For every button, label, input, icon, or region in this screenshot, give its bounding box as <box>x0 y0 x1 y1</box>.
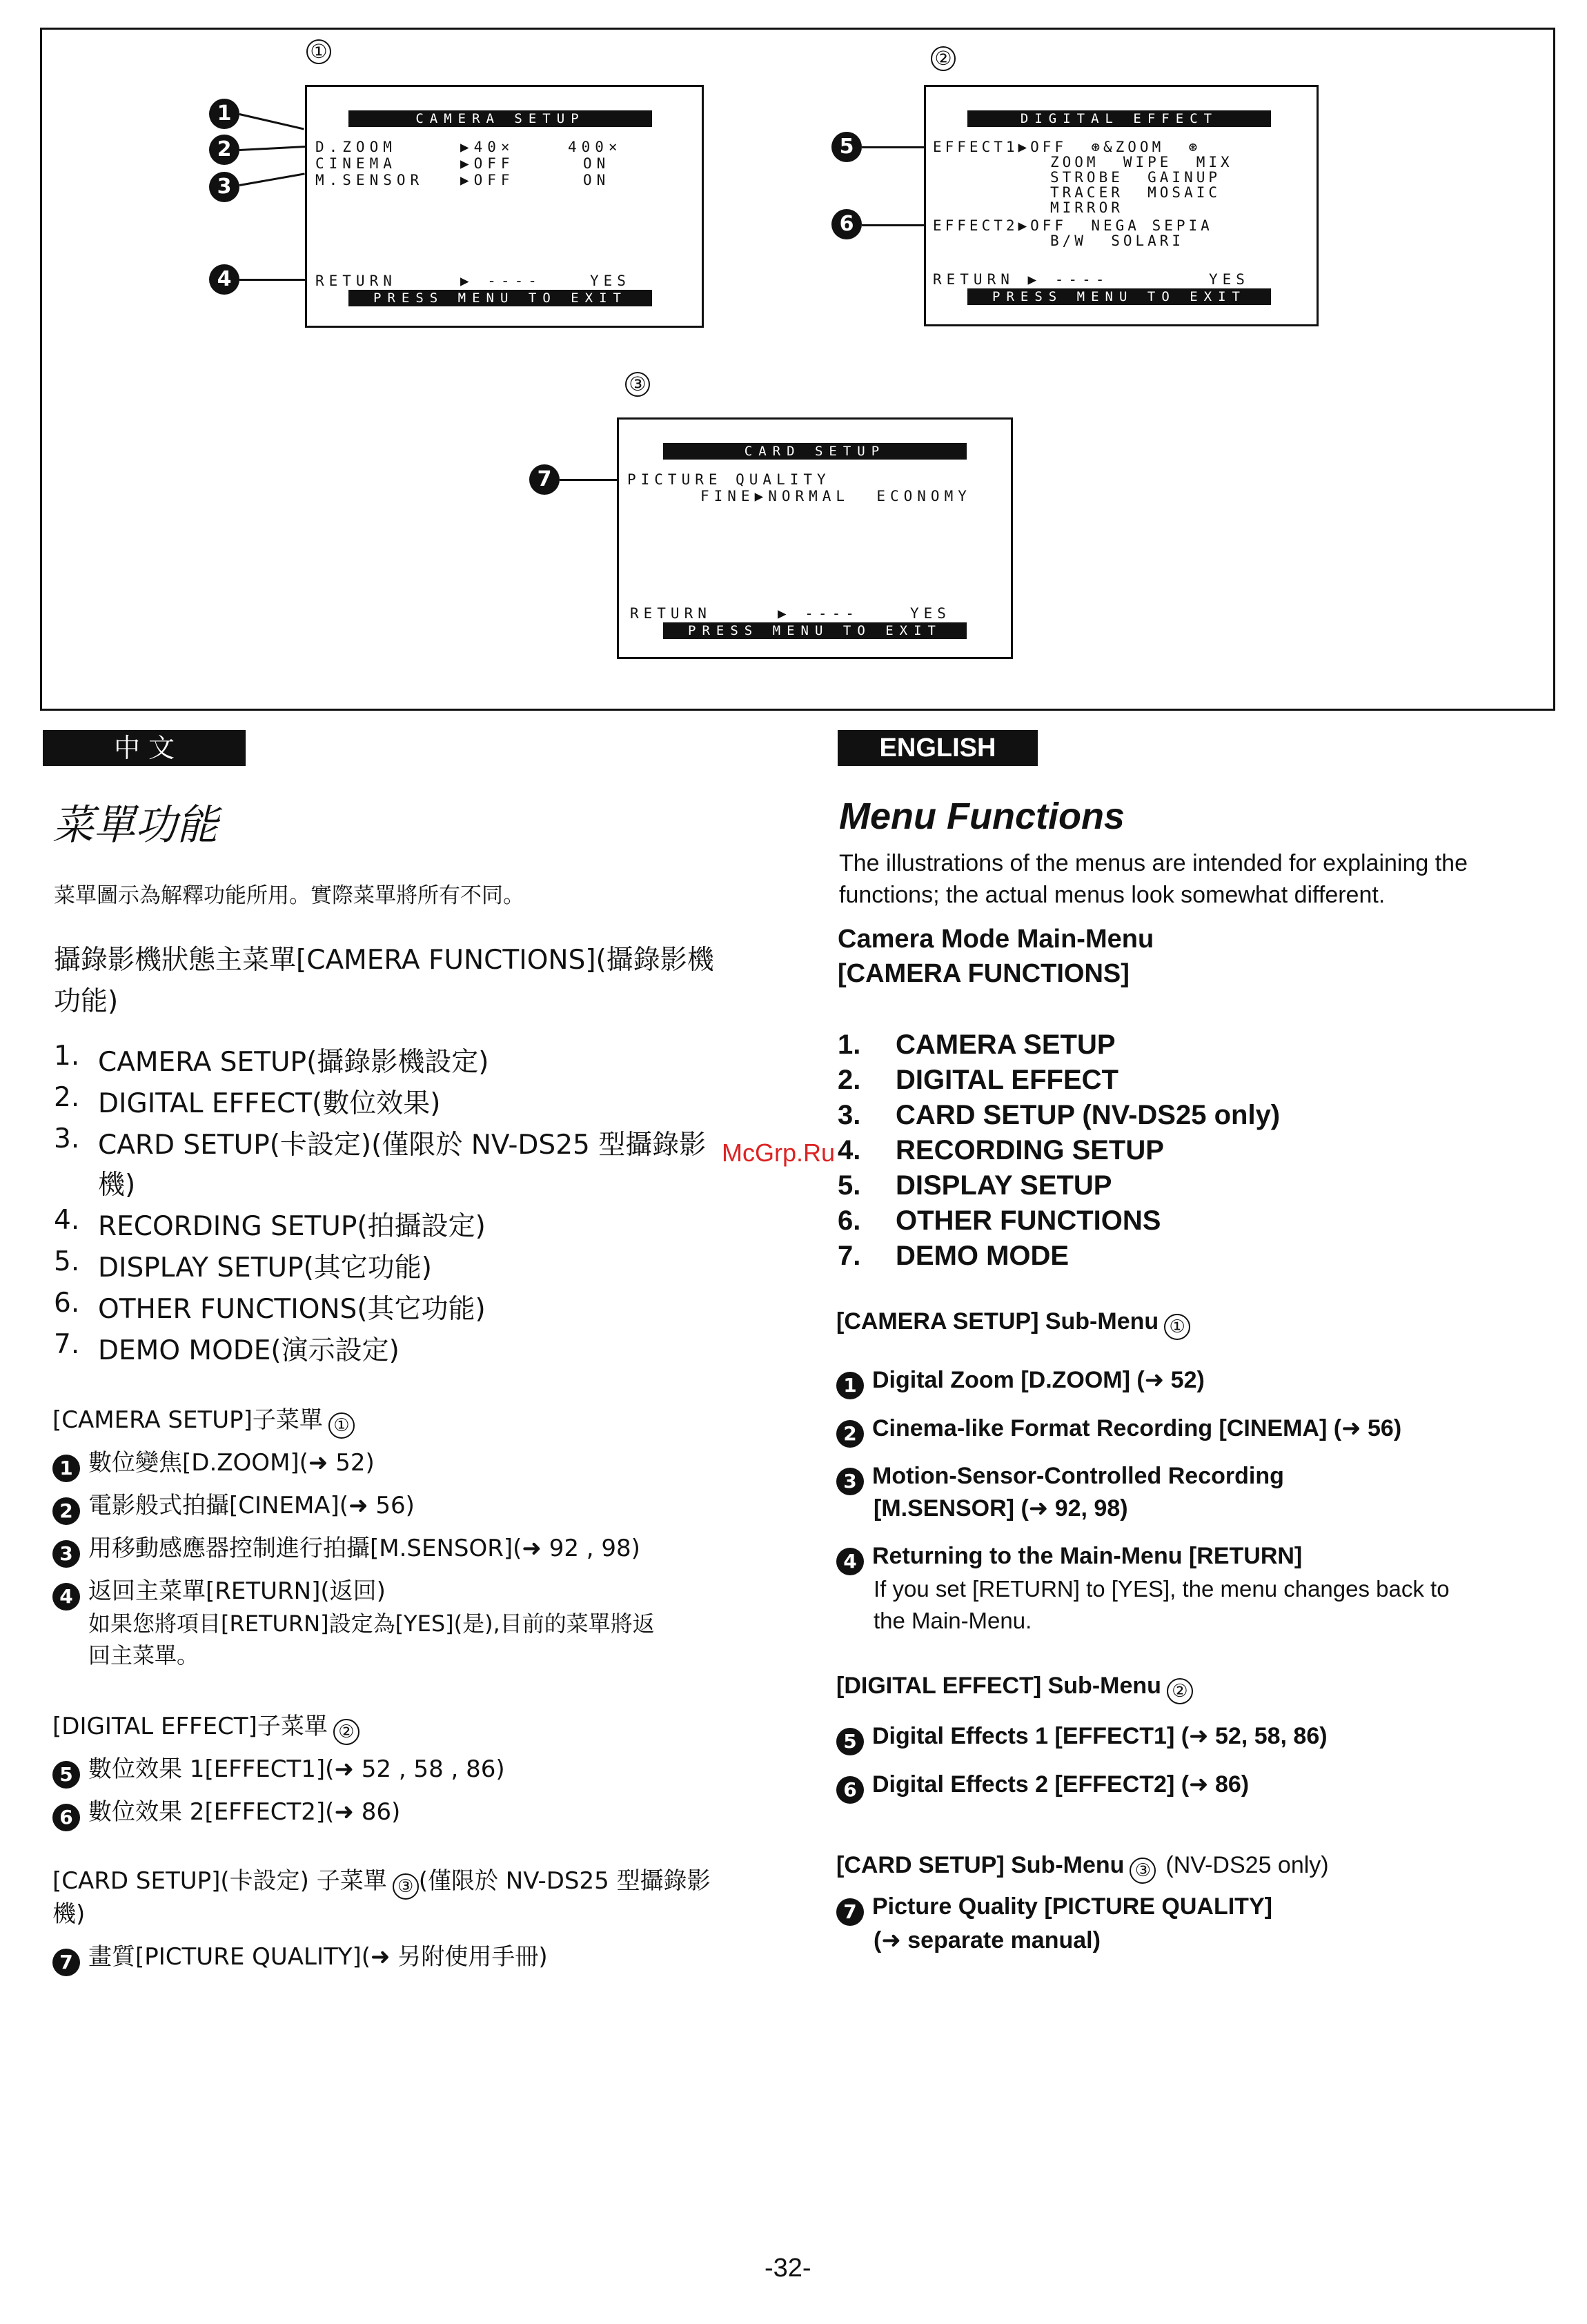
list-text: CARD SETUP(卡設定)(僅限於 NV-DS25 型攝錄影 <box>98 1130 707 1161</box>
chinese-digital-submenu-heading <box>52 1707 359 1745</box>
list-number: 7. <box>54 1329 80 1360</box>
screen1-return-value: YES <box>590 273 631 289</box>
marker-icon: 2 <box>836 1420 864 1448</box>
screen1-number: ① <box>306 39 331 64</box>
effect2-line2: B/W SOLARI <box>1050 233 1185 249</box>
marker-6: 6 <box>831 209 862 239</box>
list-text: RECORDING SETUP <box>896 1135 1164 1165</box>
chinese-page-title: 菜單功能 <box>52 801 218 849</box>
english-digital-item-6 <box>836 1771 1249 1804</box>
watermark: McGrp.Ru <box>722 1139 836 1167</box>
screen2-return-value: YES <box>1209 271 1250 288</box>
marker-icon: 6 <box>836 1776 864 1804</box>
english-list-item-5 <box>838 1170 1112 1201</box>
marker-icon: 5 <box>52 1761 80 1789</box>
cinema-value: ON <box>583 155 611 172</box>
list-text: DISPLAY SETUP <box>896 1170 1112 1201</box>
screen-number-icon: ③ <box>1130 1858 1156 1884</box>
item-text: Digital Zoom [D.ZOOM] (➜ 52) <box>872 1367 1205 1393</box>
item-text: Picture Quality [PICTURE QUALITY] <box>872 1893 1272 1920</box>
marker-icon: 1 <box>52 1455 80 1482</box>
screen1-footer-bar: PRESS MENU TO EXIT <box>348 290 652 306</box>
list-number: 5. <box>838 1170 861 1201</box>
list-text: RECORDING SETUP(拍攝設定) <box>98 1211 486 1242</box>
leader-line-3 <box>239 173 305 186</box>
screen2-number: ② <box>931 46 956 71</box>
item-text: 數位效果 2[EFFECT2](➜ 86) <box>88 1798 401 1826</box>
chinese-camera-item-4 <box>52 1572 386 1611</box>
msensor-arrow: ▶OFF <box>460 172 515 188</box>
leader-line-6 <box>862 224 925 226</box>
screen3-number: ③ <box>625 372 650 397</box>
english-camera-item-3 <box>836 1463 1284 1495</box>
chinese-list-item-2 <box>54 1082 441 1119</box>
cinema-arrow: ▶OFF <box>460 155 515 172</box>
item-text: Cinema-like Format Recording [CINEMA] (➜ 56) <box>872 1415 1402 1441</box>
english-return-note-line2: the Main-Menu. <box>874 1608 1032 1633</box>
heading-text: [CARD SETUP] Sub-Menu <box>836 1852 1125 1878</box>
effect1-line5: MIRROR <box>1050 199 1123 216</box>
dzoom-arrow: ▶40× <box>460 139 515 155</box>
digital-effect-screen <box>924 85 1319 326</box>
cinema-label: CINEMA <box>315 155 397 172</box>
list-number: 6. <box>54 1288 80 1319</box>
list-text: DEMO MODE(演示設定) <box>98 1335 400 1366</box>
english-camera-item-4 <box>836 1543 1302 1575</box>
marker-icon: 6 <box>52 1804 80 1831</box>
list-text: CARD SETUP (NV-DS25 only) <box>896 1100 1281 1130</box>
leader-line-5 <box>862 146 925 148</box>
heading-text: [CARD SETUP](卡設定) 子菜單 <box>52 1867 387 1895</box>
marker-1: 1 <box>209 99 239 129</box>
marker-4: 4 <box>209 264 239 295</box>
menu-diagram-frame <box>40 28 1555 711</box>
screen-number-icon: ① <box>328 1412 355 1439</box>
chinese-camera-item-1 <box>52 1444 375 1482</box>
chinese-section-heading-line1: 攝錄影機狀態主菜單[CAMERA FUNCTIONS](攝錄影機 <box>54 945 714 976</box>
chinese-digital-item-5 <box>52 1750 505 1789</box>
english-card-submenu-heading <box>836 1852 1329 1884</box>
heading-text: [DIGITAL EFFECT] Sub-Menu <box>836 1673 1161 1699</box>
marker-icon: 4 <box>52 1583 80 1611</box>
chinese-camera-item-2 <box>52 1486 415 1525</box>
effect1-line1: EFFECT1▶OFF ⊛&ZOOM ⊛ <box>933 139 1201 155</box>
screen3-return-arrow: ▶ ---- <box>778 605 859 622</box>
marker-3: 3 <box>209 172 239 202</box>
marker-icon: 7 <box>52 1949 80 1976</box>
chinese-list-item-3 <box>54 1123 707 1161</box>
chinese-section-heading-line2: 功能) <box>54 986 119 1017</box>
english-return-note-line1: If you set [RETURN] to [YES], the menu changes back to <box>874 1576 1450 1602</box>
heading-tail: (僅限於 NV-DS25 型攝錄影 <box>418 1867 711 1895</box>
marker-icon: 4 <box>836 1548 864 1575</box>
marker-2: 2 <box>209 135 239 165</box>
item-text: 數位變焦[D.ZOOM](➜ 52) <box>88 1449 375 1477</box>
english-section-heading-line1: Camera Mode Main-Menu <box>838 925 1154 954</box>
effect1-line4: TRACER MOSAIC <box>1050 184 1221 201</box>
list-number: 3. <box>838 1100 861 1130</box>
chinese-return-note-line2: 回主菜單。 <box>88 1642 199 1668</box>
marker-icon: 7 <box>836 1898 864 1926</box>
marker-icon: 3 <box>52 1540 80 1568</box>
screen-number-icon: ③ <box>393 1873 419 1900</box>
list-text: OTHER FUNCTIONS <box>896 1205 1161 1236</box>
leader-line-2 <box>239 146 306 151</box>
effect2-line1: EFFECT2▶OFF NEGA SEPIA <box>933 217 1213 234</box>
leader-line-4 <box>239 279 306 281</box>
screen2-return-label: RETURN ▶ ---- <box>933 271 1110 288</box>
english-section-tag: ENGLISH <box>838 730 1038 766</box>
list-number: 1. <box>838 1030 861 1060</box>
heading-text: [CAMERA SETUP] Sub-Menu <box>836 1308 1159 1335</box>
english-list-item-3 <box>838 1100 1281 1131</box>
chinese-camera-submenu-heading <box>52 1401 355 1439</box>
english-list-item-4 <box>838 1135 1164 1166</box>
english-card-item-7 <box>836 1893 1272 1926</box>
marker-5: 5 <box>831 132 862 162</box>
screen1-return-label: RETURN <box>315 273 397 289</box>
heading-tail: (NV-DS25 only) <box>1165 1852 1329 1878</box>
dzoom-value: 400× <box>568 139 622 155</box>
item-text: Digital Effects 1 [EFFECT1] (➜ 52, 58, 86) <box>872 1723 1328 1749</box>
screen-number-icon: ② <box>1167 1678 1193 1704</box>
item-text: Returning to the Main-Menu [RETURN] <box>872 1543 1303 1569</box>
chinese-intro: 菜單圖示為解釋功能所用。實際菜單將所有不同。 <box>54 883 524 908</box>
chinese-card-submenu-heading-line2: 機) <box>52 1900 86 1928</box>
chinese-card-submenu-heading <box>52 1862 711 1900</box>
chinese-list-item-6 <box>54 1288 486 1325</box>
effect1-line3: STROBE GAINUP <box>1050 169 1221 186</box>
camera-setup-screen <box>305 85 704 328</box>
marker-icon: 2 <box>52 1497 80 1525</box>
screen-number-icon: ② <box>333 1719 359 1745</box>
screen2-footer-bar: PRESS MENU TO EXIT <box>967 288 1271 305</box>
heading-text: [DIGITAL EFFECT]子菜單 <box>52 1713 328 1740</box>
leader-line-7 <box>560 479 619 481</box>
item-text: 電影般式拍攝[CINEMA](➜ 56) <box>88 1492 415 1519</box>
screen1-return-arrow: ▶ ---- <box>460 273 542 289</box>
list-text: DEMO MODE <box>896 1241 1070 1271</box>
chinese-digital-item-6 <box>52 1793 400 1831</box>
picture-quality-label: PICTURE QUALITY <box>627 471 831 488</box>
english-intro-line2: functions; the actual menus look somewhat different. <box>839 882 1386 908</box>
item-text: 返回主菜單[RETURN](返回) <box>88 1577 386 1605</box>
list-text: CAMERA SETUP <box>896 1030 1116 1060</box>
english-list-item-1 <box>838 1030 1116 1061</box>
english-list-item-2 <box>838 1065 1118 1096</box>
screen3-return-label: RETURN <box>630 605 711 622</box>
card-setup-screen <box>617 417 1013 659</box>
item-text: 用移動感應器控制進行拍攝[M.SENSOR](➜ 92 , 98) <box>88 1535 640 1562</box>
picture-quality-options: FINE▶NORMAL ECONOMY <box>700 488 972 504</box>
english-intro-line1: The illustrations of the menus are intended for explaining the <box>839 850 1468 876</box>
list-number: 4. <box>54 1205 80 1236</box>
marker-7: 7 <box>529 464 560 495</box>
marker-icon: 3 <box>836 1468 864 1495</box>
list-number: 2. <box>838 1065 861 1095</box>
camera-setup-title-bar: CAMERA SETUP <box>348 110 652 127</box>
list-number: 4. <box>838 1135 861 1165</box>
chinese-camera-item-3 <box>52 1529 640 1568</box>
heading-text: [CAMERA SETUP]子菜單 <box>52 1406 323 1434</box>
effect1-line2: ZOOM WIPE MIX <box>1050 154 1233 170</box>
english-card-item-7-line2: (➜ separate manual) <box>874 1927 1101 1953</box>
english-camera-item-1 <box>836 1366 1205 1399</box>
msensor-label: M.SENSOR <box>315 172 424 188</box>
chinese-list-item-5 <box>54 1246 433 1283</box>
item-text: 畫質[PICTURE QUALITY](➜ 另附使用手冊) <box>88 1943 548 1971</box>
leader-line-1 <box>239 113 304 130</box>
list-text: DIGITAL EFFECT(數位效果) <box>98 1088 441 1119</box>
list-number: 6. <box>838 1205 861 1236</box>
item-text: Motion-Sensor-Controlled Recording <box>872 1463 1284 1489</box>
msensor-value: ON <box>583 172 611 188</box>
list-number: 5. <box>54 1246 80 1277</box>
card-setup-title-bar: CARD SETUP <box>663 443 967 460</box>
dzoom-label: D.ZOOM <box>315 139 397 155</box>
english-camera-submenu-heading <box>836 1308 1190 1340</box>
list-number: 7. <box>838 1241 861 1271</box>
english-msensor-line2: [M.SENSOR] (➜ 92, 98) <box>874 1495 1128 1522</box>
screen3-footer-bar: PRESS MENU TO EXIT <box>663 622 967 639</box>
english-digital-item-5 <box>836 1722 1328 1755</box>
english-section-heading-line2: [CAMERA FUNCTIONS] <box>838 959 1130 988</box>
list-number: 3. <box>54 1123 80 1154</box>
chinese-list-item-1 <box>54 1041 489 1078</box>
chinese-list-item-7 <box>54 1329 400 1366</box>
chinese-card-item-7 <box>52 1938 548 1976</box>
page-number: -32- <box>765 2254 811 2283</box>
english-page-title: Menu Functions <box>839 796 1125 837</box>
digital-effect-title-bar: DIGITAL EFFECT <box>967 110 1271 127</box>
list-text: OTHER FUNCTIONS(其它功能) <box>98 1294 486 1325</box>
list-number: 2. <box>54 1082 80 1113</box>
chinese-return-note-line1: 如果您將項目[RETURN]設定為[YES](是),目前的菜單將返 <box>88 1611 655 1637</box>
english-digital-submenu-heading <box>836 1673 1193 1704</box>
screen3-return-value: YES <box>910 605 951 622</box>
marker-icon: 1 <box>836 1372 864 1399</box>
marker-icon: 5 <box>836 1728 864 1755</box>
chinese-list-item-3-cont: 機) <box>98 1170 136 1201</box>
english-list-item-7 <box>838 1241 1070 1272</box>
list-text: DISPLAY SETUP(其它功能) <box>98 1252 433 1283</box>
list-text: CAMERA SETUP(攝錄影機設定) <box>98 1047 489 1078</box>
item-text: 數位效果 1[EFFECT1](➜ 52 , 58 , 86) <box>88 1755 505 1783</box>
english-camera-item-2 <box>836 1415 1401 1448</box>
list-number: 1. <box>54 1041 80 1072</box>
list-text: DIGITAL EFFECT <box>896 1065 1118 1095</box>
chinese-list-item-4 <box>54 1205 486 1242</box>
chinese-section-tag: 中 文 <box>43 730 246 766</box>
screen-number-icon: ① <box>1164 1314 1190 1340</box>
english-list-item-6 <box>838 1205 1161 1237</box>
item-text: Digital Effects 2 [EFFECT2] (➜ 86) <box>872 1771 1250 1798</box>
